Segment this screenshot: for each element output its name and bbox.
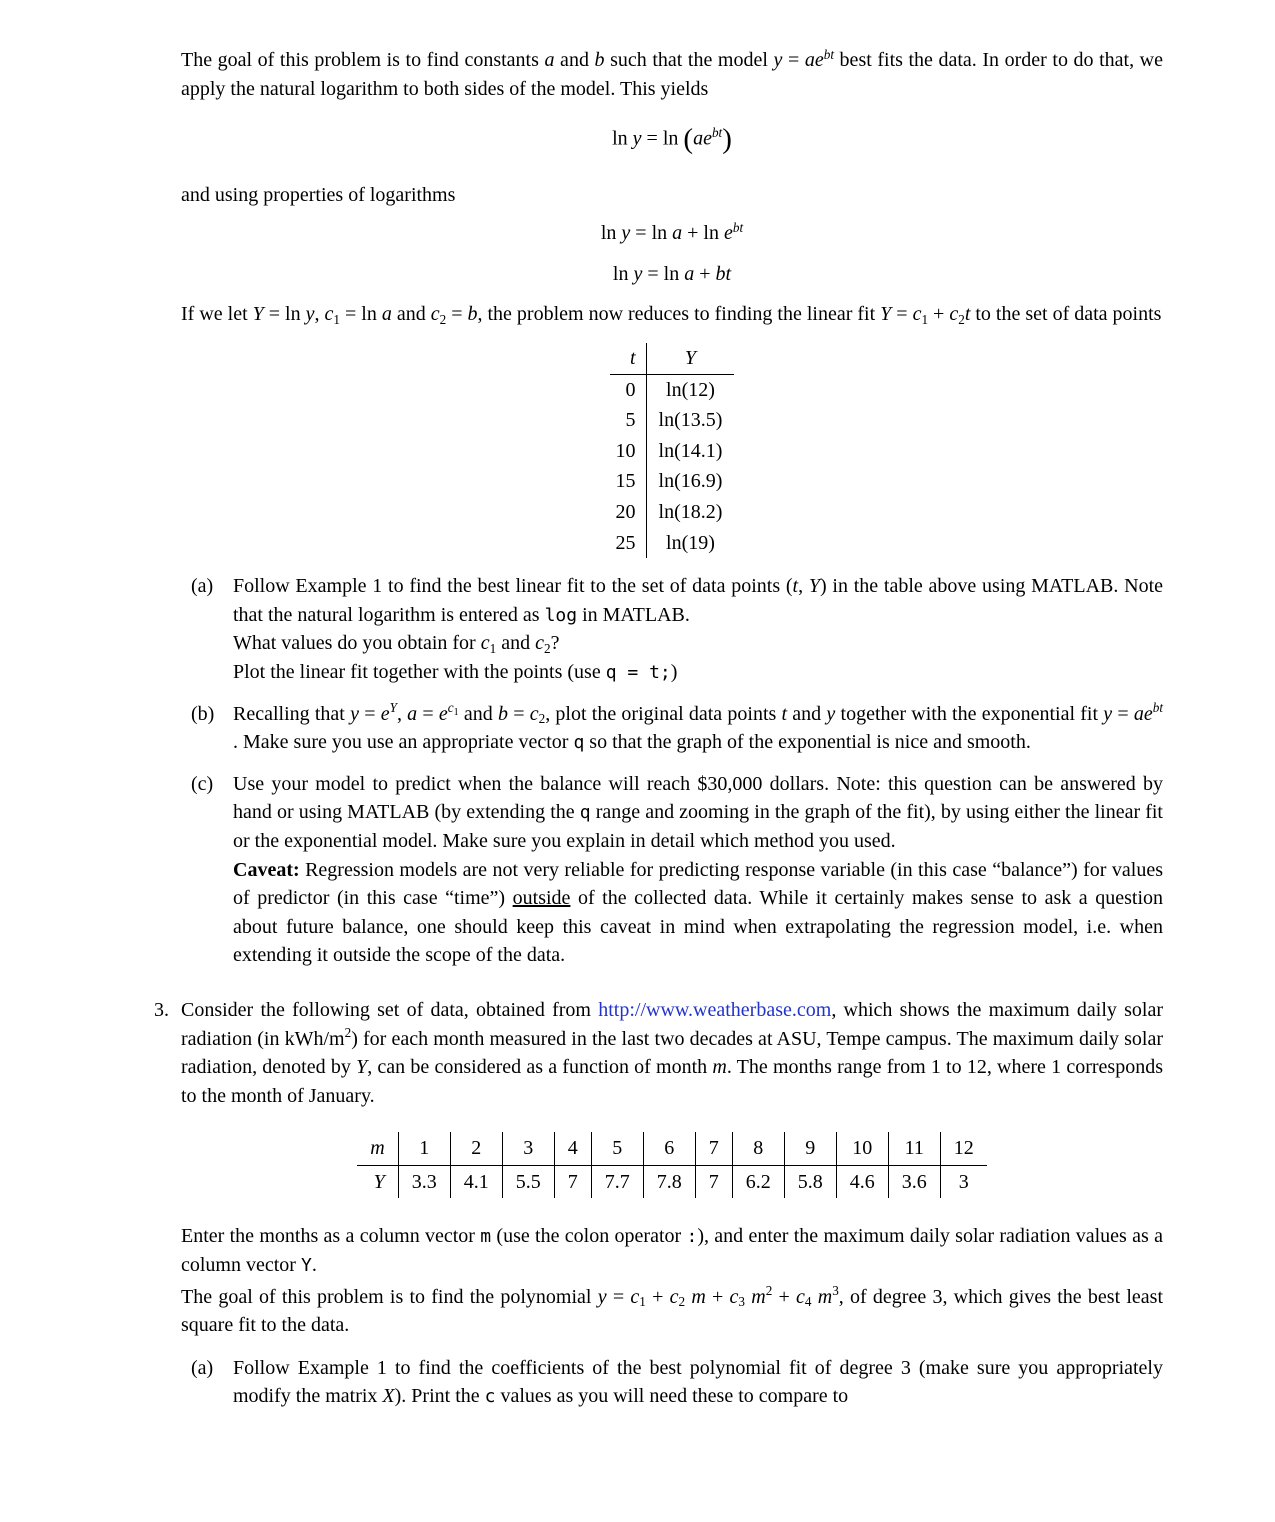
month-row (357, 1132, 986, 1165)
text-run: best fits the data. In order to do that, we apply the natural logarithm to both sides of the model. This yields (181, 49, 1164, 100)
text-run: The goal of this problem is to find constants (181, 49, 545, 71)
text-run: What values do you obtain for (233, 632, 481, 655)
table-cell: 6 (643, 1132, 695, 1165)
text-run: X (382, 1385, 395, 1408)
text-run: (use the colon operator (491, 1225, 687, 1248)
text-run: log (544, 604, 578, 626)
text-run: c (912, 303, 922, 326)
text-run: e (438, 702, 448, 725)
table-cell: ln(14.1) (658, 439, 723, 462)
text-run: + ln (682, 222, 724, 245)
table-row (610, 466, 735, 497)
problem-2-section (181, 46, 1163, 970)
table-cell: 5 (610, 405, 647, 436)
text-run: c (324, 303, 334, 326)
radiation-row (357, 1165, 986, 1198)
text-run: y (350, 702, 359, 725)
table-cell: 10 (610, 436, 647, 467)
text-run: = (1112, 702, 1134, 725)
table-cell: 4.1 (450, 1165, 502, 1198)
text-run: . (311, 1254, 317, 1277)
intro-paragraph (181, 46, 1163, 103)
text-run: = (358, 702, 381, 725)
text-run: m (817, 1285, 833, 1308)
text-run: Y (300, 1255, 312, 1277)
text-run: bt (1152, 700, 1164, 716)
text-run: q = t; (605, 661, 671, 683)
table-cell: 20 (610, 497, 647, 528)
solar-radiation-table (357, 1132, 986, 1198)
table-row (610, 405, 735, 436)
text-run: and (458, 702, 498, 725)
text-run: outside (512, 887, 571, 910)
text-run: bt (711, 125, 723, 141)
text-run: m (751, 1285, 766, 1308)
text-run: t (964, 303, 971, 326)
table-cell: ln(19) (666, 531, 715, 554)
text-run: and (496, 632, 536, 655)
text-run: 1 (639, 1294, 646, 1310)
text-run: 2 (543, 641, 551, 657)
text-run: 2 (344, 1025, 352, 1041)
text-run: range and zooming in the graph of the fit), by using either the linear fit or the exponential model. Make sure you explain in detail which method you used. (233, 801, 1163, 852)
list-item-3a (181, 1354, 1163, 1411)
text-run: + (928, 303, 950, 326)
item-label-3a: (a) (191, 1356, 214, 1379)
text-run: and (391, 303, 431, 326)
text-run: y (597, 1285, 607, 1308)
text-run: , plot the original data points (545, 702, 782, 725)
text-run: If we let (181, 303, 253, 326)
item-c-paragraph (233, 770, 1163, 856)
text-run: 1 (333, 312, 340, 328)
text-run: ln (612, 127, 633, 150)
text-run: 2 (765, 1283, 773, 1299)
text-run: a (381, 303, 392, 326)
problem-3-section (154, 996, 1164, 1411)
text-run: 3 (832, 1283, 839, 1299)
text-run: of the collected data. While it certainly makes sense to ask a question about future balance, one should keep this caveat in mind when extrapolating the regression model, i.e. when extending it outside the scope of the data. (233, 887, 1163, 967)
text-run: y (632, 127, 642, 150)
table-cell: 7.7 (591, 1165, 643, 1198)
item-a-paragraph-3 (233, 658, 1163, 687)
list-item-c (181, 770, 1163, 970)
table-cell: 8 (732, 1132, 784, 1165)
text-run: a (684, 262, 695, 285)
text-run: a (544, 49, 555, 71)
table-cell: 25 (610, 528, 647, 559)
text-run: Follow Example 1 to find the best linear fit to the set of data points ( (233, 575, 793, 598)
equation-ln-linear (181, 260, 1163, 289)
text-run: Y (808, 575, 820, 598)
table-cell: 15 (610, 466, 647, 497)
text-run: 1 (453, 707, 459, 719)
text-run: y (1103, 702, 1113, 725)
text-run: ) in the table above using MATLAB. Note that the natural logarithm is entered as (233, 575, 1163, 626)
text-run: + (645, 1285, 670, 1308)
text-run: c (430, 303, 440, 326)
table-row (610, 497, 735, 528)
table-cell: 5.8 (784, 1165, 836, 1198)
problem-3-body (154, 996, 1164, 1411)
table-cell: 5 (591, 1132, 643, 1165)
text-run: t (781, 702, 788, 725)
text-run: : (686, 1226, 698, 1248)
text-run: 1 (489, 641, 497, 657)
text-run: values as you will need these to compare to (495, 1385, 849, 1408)
text-run: c (796, 1285, 805, 1308)
text-run: ). Print the (394, 1385, 485, 1408)
text-run: e (380, 702, 390, 725)
table-cell: ln(13.5) (658, 409, 723, 432)
text-run: ? (550, 632, 560, 655)
item-label-a: (a) (191, 575, 214, 598)
text-run: ) for each month measured in the last two decades at ASU, Tempe campus. The maximum daily solar radiation, denoted by (181, 1027, 1163, 1079)
text-run: The goal of this problem is to find the polynomial (181, 1285, 598, 1308)
item-a-paragraph-2 (233, 629, 1163, 658)
text-run: m (480, 1226, 492, 1248)
text-run: c (729, 1285, 739, 1308)
table-cell: 5.5 (502, 1165, 554, 1198)
text-run: ( (683, 123, 694, 156)
text-run: 4 (804, 1294, 812, 1310)
text-run: y (826, 702, 836, 725)
text-run: ), and enter the maximum daily solar radiation values as a column vector (181, 1225, 1163, 1277)
text-run: m (712, 1056, 727, 1079)
text-run: = (507, 702, 530, 725)
text-run: 2 (538, 711, 546, 727)
table-cell: 0 (610, 374, 647, 405)
text-run: , (798, 575, 809, 598)
text-run: q (573, 732, 585, 754)
text-run: together with the exponential fit (835, 702, 1104, 725)
table-cell: 12 (940, 1132, 987, 1165)
table-cell: 3.6 (888, 1165, 940, 1198)
t-Y-data-table (610, 343, 735, 558)
text-run: t (792, 575, 799, 598)
text-run: Enter the months as a column vector (181, 1225, 481, 1248)
text-run: y (305, 303, 315, 326)
table-row (610, 528, 735, 559)
text-run: Follow Example 1 to find the coefficients of the best polynomial fit of degree 3 (make sure you appropriately modify the matrix (233, 1356, 1163, 1408)
text-run: Y (880, 303, 892, 326)
item-3a-paragraph (233, 1354, 1163, 1411)
text-run: 1 (921, 312, 929, 328)
text-run: m (691, 1285, 706, 1308)
text-run: ae (1133, 702, 1153, 725)
text-run: , of degree 3, which gives the best least square fit to the data. (181, 1285, 1164, 1337)
text-run: Caveat: (233, 858, 300, 881)
table-cell: 4 (554, 1132, 591, 1165)
text-run: = ln (642, 262, 685, 285)
table-cell: 3 (958, 1170, 969, 1193)
table-cell: 7.8 (643, 1165, 695, 1198)
text-run: = (606, 1285, 631, 1308)
text-run: q (579, 802, 591, 824)
table-cell: 1 (398, 1132, 450, 1165)
table-cell: 3.3 (398, 1165, 450, 1198)
text-run: . Make sure you use an appropriate vector (233, 731, 574, 754)
text-run: c (949, 303, 959, 326)
text-run: = ln (339, 303, 382, 326)
text-run: ) (670, 660, 678, 683)
table-cell: 10 (836, 1132, 888, 1165)
text-run: e (723, 222, 733, 245)
text-run: and (554, 49, 595, 71)
text-run: b (467, 303, 478, 326)
text-run: . The months range from 1 to 12, where 1 corresponds to the month of January. (181, 1056, 1163, 1107)
item-c-caveat-paragraph (233, 856, 1163, 970)
table-cell: ln(16.9) (658, 470, 723, 493)
table-cell: 6.2 (732, 1165, 784, 1198)
table-cell: 7 (554, 1165, 591, 1198)
month-row-label: m (357, 1132, 398, 1165)
text-run: c (535, 632, 544, 655)
text-run: and (787, 702, 827, 725)
text-run: , (396, 702, 408, 725)
radiation-row-label: Y (357, 1165, 398, 1198)
table-cell: ln(12) (666, 378, 715, 401)
text-run: , can be considered as a function of month (367, 1056, 713, 1079)
table-cell: 11 (888, 1132, 940, 1165)
text-run: , (314, 303, 325, 326)
url-link[interactable]: http://www.weatherbase.com (598, 998, 832, 1021)
text-run: b (497, 702, 508, 725)
text-run: 2 (958, 312, 965, 328)
text-run: 2 (439, 312, 447, 328)
table-cell: 3 (502, 1132, 554, 1165)
table-cell: 9 (784, 1132, 836, 1165)
polynomial-goal-paragraph (181, 1283, 1163, 1340)
table-row (610, 436, 735, 467)
text-run: = ln (641, 127, 684, 150)
text-run: y (633, 262, 643, 285)
text-run: ln (600, 222, 622, 245)
text-run: Y (252, 303, 264, 326)
text-run: ae (804, 49, 824, 71)
text-run: to the set of data points (970, 303, 1162, 326)
list-item-a (181, 572, 1163, 686)
text-run: = ln (630, 222, 673, 245)
item-b-paragraph (233, 700, 1163, 757)
table-cell: 2 (450, 1132, 502, 1165)
text-run: = (446, 303, 468, 326)
text-run: a (407, 702, 418, 725)
text-run: = (417, 702, 439, 725)
table-cell: 7 (695, 1132, 732, 1165)
text-run: ) (722, 123, 732, 156)
text-run: c (630, 1285, 640, 1308)
text-run: such that the model (604, 49, 774, 71)
text-run: Consider the following set of data, obtained from (181, 998, 599, 1021)
text-run: Y (389, 700, 397, 716)
table-cell: 7 (695, 1165, 732, 1198)
text-run: = (891, 303, 913, 326)
text-run: = ln (263, 303, 306, 326)
col-header-t: t (610, 343, 647, 374)
problem-number: 3. (154, 998, 169, 1021)
log-properties-line (181, 181, 1163, 210)
text-run: = (782, 49, 805, 71)
text-run: Use your model to predict when the balance will reach $30,000 dollars. Note: this question can be answered by hand or using MATLAB (by extending the (233, 772, 1163, 824)
equation-ln-expanded (181, 219, 1163, 248)
text-run: 2 (678, 1294, 686, 1310)
table-header-row (610, 343, 735, 374)
text-run: y (621, 222, 631, 245)
text-run: + (772, 1285, 797, 1308)
table-cell: ln(18.2) (658, 501, 723, 523)
text-run: 3 (738, 1294, 745, 1310)
text-run: , the problem now reduces to finding the linear fit (477, 303, 881, 326)
text-run: c (669, 1285, 679, 1308)
text-run: ln (612, 262, 634, 285)
text-run: and using properties of logarithms (181, 183, 456, 206)
t-Y-table-body (610, 374, 735, 558)
enter-vectors-paragraph (181, 1222, 1163, 1279)
list-item-b (181, 700, 1163, 757)
problem-3-intro (181, 996, 1163, 1110)
text-run: in MATLAB. (577, 603, 690, 626)
text-run: ae (693, 127, 712, 150)
item-label-c: (c) (191, 772, 214, 795)
equation-ln-both-sides (181, 119, 1163, 160)
substitution-paragraph (181, 300, 1163, 329)
table-cell: 4.6 (836, 1165, 888, 1198)
text-run: c (529, 702, 539, 725)
text-run: c (447, 700, 454, 716)
text-run: bt (823, 46, 834, 62)
text-run: so that the graph of the exponential is nice and smooth. (584, 731, 1031, 754)
item-label-b: (b) (191, 702, 215, 725)
text-run: Plot the linear fit together with the points (use (233, 660, 606, 683)
text-run: Y (356, 1056, 368, 1079)
table-row (610, 374, 735, 405)
text-run: y (773, 49, 783, 71)
text-run: c (480, 632, 490, 655)
item-a-paragraph-1 (233, 572, 1163, 629)
text-run: + (694, 262, 716, 285)
col-header-Y: Y (646, 343, 734, 374)
text-run: Regression models are not very reliable for predicting response variable (in this case “balance”) for values of predictor (in this case “time”) (233, 858, 1163, 910)
text-run: bt (732, 220, 744, 235)
text-run: a (672, 222, 683, 245)
text-run: b (594, 49, 605, 71)
text-run: Recalling that (233, 702, 351, 725)
text-run: bt (715, 262, 732, 285)
text-run: , which shows the maximum daily solar radiation (in kWh/m (181, 998, 1164, 1050)
text-run: c (484, 1386, 496, 1408)
text-run: + (705, 1285, 730, 1308)
